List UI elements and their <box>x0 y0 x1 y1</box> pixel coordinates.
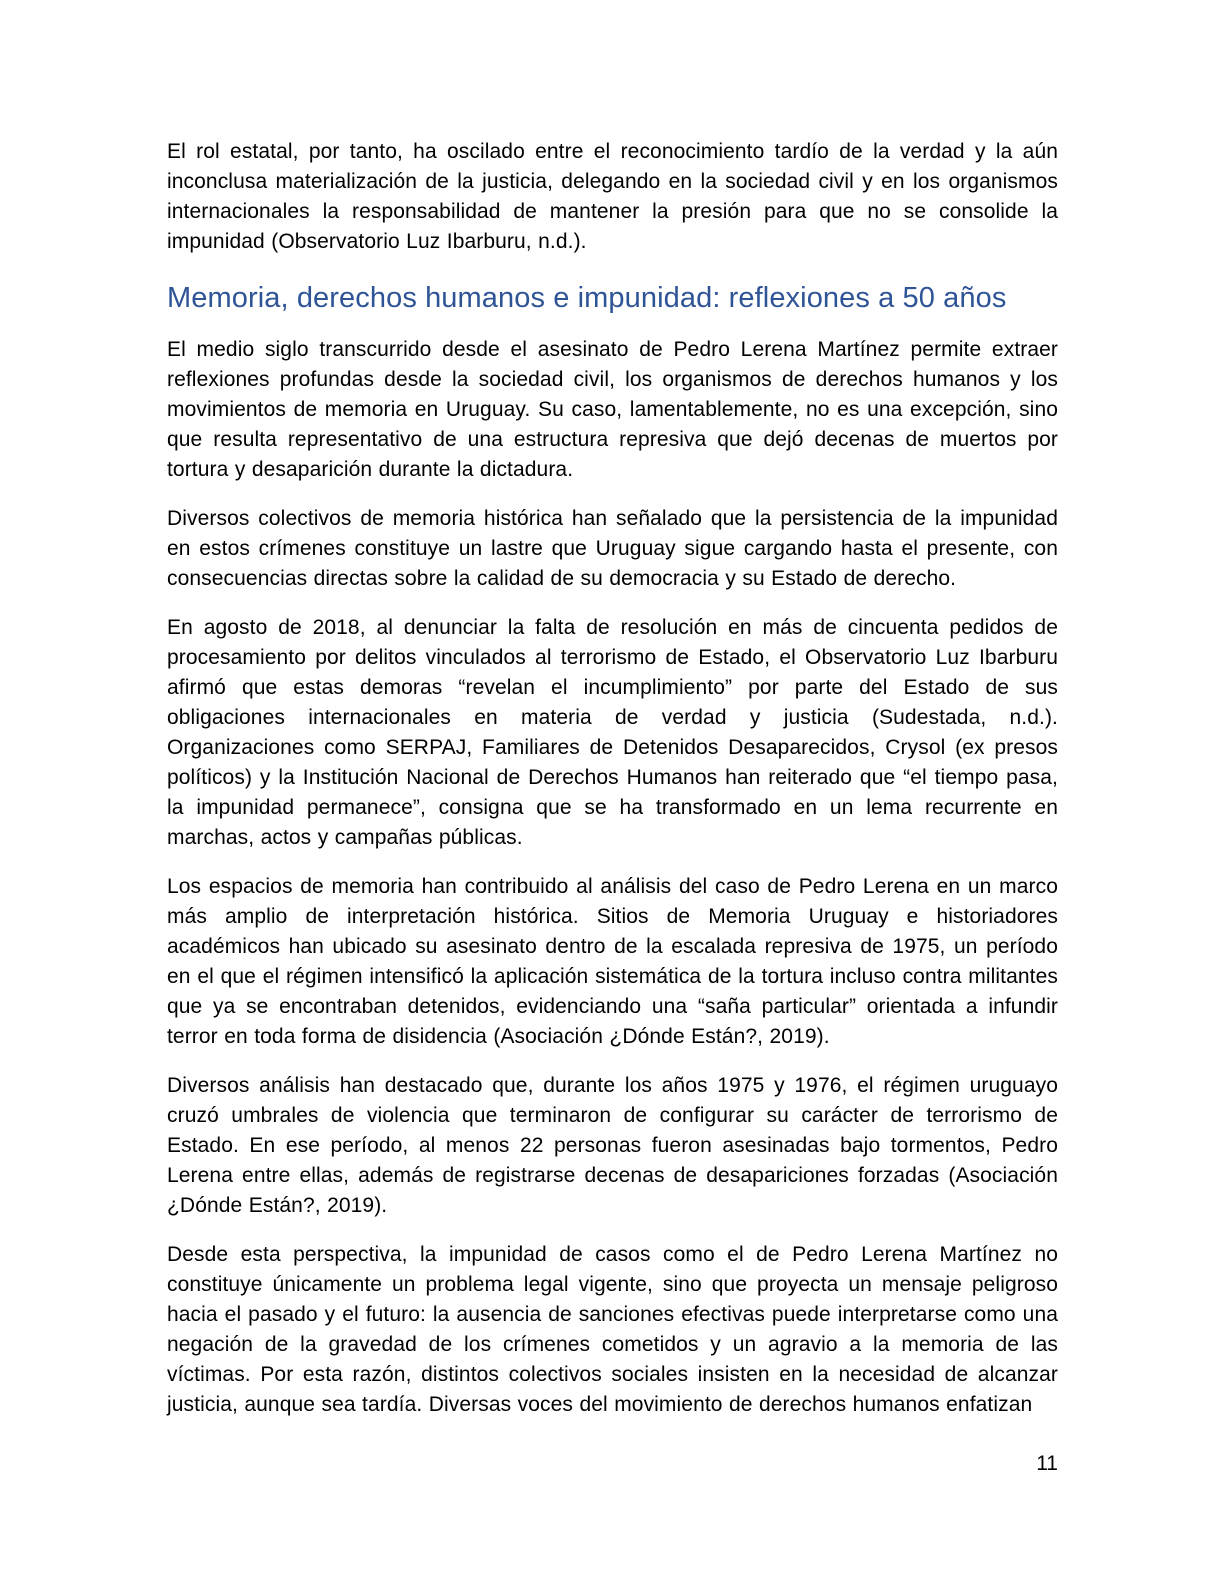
paragraph: Los espacios de memoria han contribuido al análisis del caso de Pedro Lerena en un marco más amplio de interpretación histórica. Sitios de Memoria Uruguay e historiadores académicos han ubicado su asesinato dentro de la escalada represiva de 1975, un período en el que el régimen intensificó la aplicación sistemática de la tortura incluso contra militantes que ya se encontraban detenidos, evidenciando una “saña particular” orientada a infundir terror en toda forma de disidencia (Asociación ¿Dónde Están?, 2019). <box>167 875 1058 1048</box>
paragraph: Desde esta perspectiva, la impunidad de casos como el de Pedro Lerena Martínez no constituye únicamente un problema legal vigente, sino que proyecta un mensaje peligroso hacia el pasado y el futuro: la ausencia de sanciones efectivas puede interpretarse como una negación de la gravedad de los crímenes cometidos y un agravio a la memoria de las víctimas. Por esta razón, distintos colectivos sociales insisten en la necesidad de alcanzar justicia, aunque sea tardía. Diversas voces del movimiento de derechos humanos enfatizan <box>167 1243 1058 1416</box>
paragraph: En agosto de 2018, al denunciar la falta de resolución en más de cincuenta pedidos de procesamiento por delitos vinculados al terrorismo de Estado, el Observatorio Luz Ibarburu afirmó que estas demoras “revelan el incumplimiento” por parte del Estado de sus obligaciones internacionales en materia de verdad y justicia (Sudestada, n.d.). Organizaciones como SERPAJ, Familiares de Detenidos Desaparecidos, Crysol (ex presos políticos) y la Institución Nacional de Derechos Humanos han reiterado que “el tiempo pasa, la impunidad permanece”, consigna que se ha transformado en un lema recurrente en marchas, actos y campañas públicas. <box>167 616 1058 849</box>
section-heading: Memoria, derechos humanos e impunidad: reflexiones a 50 años <box>167 282 1007 314</box>
paragraph: Diversos colectivos de memoria histórica han señalado que la persistencia de la impunidad en estos crímenes constituye un lastre que Uruguay sigue cargando hasta el presente, con consecuencias directas sobre la calidad de su democracia y su Estado de derecho. <box>167 507 1058 590</box>
document-content <box>167 137 1058 1439</box>
paragraph: El medio siglo transcurrido desde el asesinato de Pedro Lerena Martínez permite extraer reflexiones profundas desde la sociedad civil, los organismos de derechos humanos y los movimientos de memoria en Uruguay. Su caso, lamentablemente, no es una excepción, sino que resulta representativo de una estructura represiva que dejó decenas de muertos por tortura y desaparición durante la dictadura. <box>167 338 1058 481</box>
page-number: 11 <box>1036 1452 1058 1475</box>
intro-paragraph: El rol estatal, por tanto, ha oscilado entre el reconocimiento tardío de la verdad y la aún inconclusa materialización de la justicia, delegando en la sociedad civil y en los organismos internacionales la responsabilidad de mantener la presión para que no se consolide la impunidad (Observatorio Luz Ibarburu, n.d.). <box>167 140 1058 253</box>
paragraph: Diversos análisis han destacado que, durante los años 1975 y 1976, el régimen uruguayo cruzó umbrales de violencia que terminaron de configurar su carácter de terrorismo de Estado. En ese período, al menos 22 personas fueron asesinadas bajo tormentos, Pedro Lerena entre ellas, además de registrarse decenas de desapariciones forzadas (Asociación ¿Dónde Están?, 2019). <box>167 1074 1058 1217</box>
